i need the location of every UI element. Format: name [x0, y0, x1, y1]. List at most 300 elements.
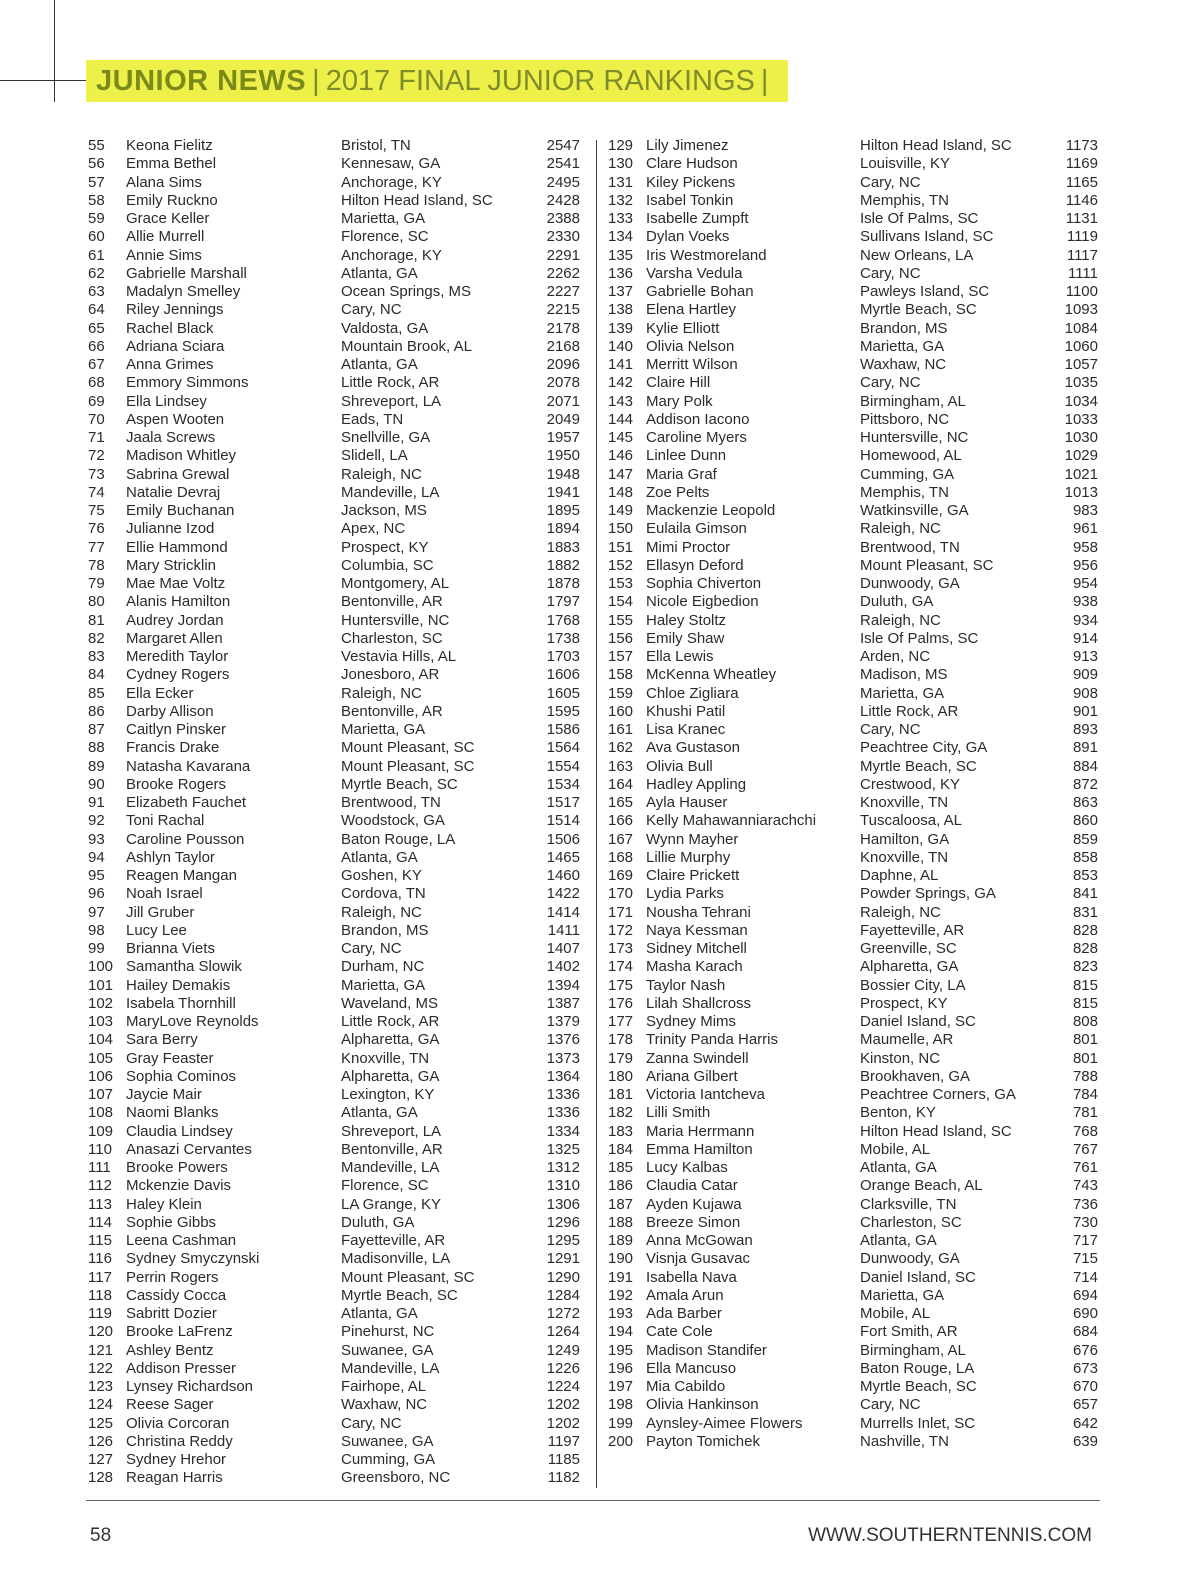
ranking-points: 1310 [546, 1177, 580, 1195]
ranking-points: 913 [1072, 648, 1098, 665]
ranking-row [88, 849, 580, 867]
player-hometown: Brookhaven, GA [860, 1067, 971, 1085]
player-hometown: Apex, NC [341, 520, 406, 538]
ranking-points: 1030 [1064, 429, 1098, 446]
player-name: Olivia Bull [646, 757, 713, 775]
ranking-row [608, 1342, 1098, 1360]
ranking-points: 983 [1072, 502, 1098, 519]
ranking-row [608, 356, 1098, 374]
ranking-rank: 170 [608, 885, 634, 903]
ranking-points: 938 [1072, 593, 1098, 611]
player-name: Iris Westmoreland [646, 246, 767, 264]
player-name: Ella Ecker [126, 684, 194, 702]
ranking-points: 1249 [546, 1341, 580, 1359]
ranking-points: 2049 [546, 410, 580, 428]
ranking-row [88, 411, 580, 429]
player-hometown: Atlanta, GA [341, 848, 418, 866]
player-hometown: Huntersville, NC [341, 611, 450, 629]
ranking-rank: 60 [88, 228, 105, 246]
ranking-rank: 116 [88, 1250, 112, 1268]
player-name: Ella Lindsey [126, 392, 207, 410]
ranking-rank: 77 [88, 538, 105, 556]
ranking-points: 1272 [546, 1305, 580, 1322]
ranking-rank: 75 [88, 502, 105, 519]
ranking-row [88, 648, 580, 666]
player-name: Lynsey Richardson [126, 1378, 254, 1395]
ranking-points: 808 [1072, 1013, 1098, 1030]
ranking-rank: 115 [88, 1232, 112, 1249]
ranking-row [608, 648, 1098, 666]
player-name: Mia Cabildo [646, 1378, 726, 1395]
ranking-points: 1895 [546, 502, 580, 519]
player-hometown: Tuscaloosa, AL [860, 812, 963, 830]
ranking-points: 670 [1072, 1378, 1098, 1395]
ranking-rank: 99 [88, 940, 105, 957]
player-name: Annie Sims [126, 246, 202, 264]
ranking-row [88, 1451, 580, 1469]
ranking-points: 841 [1072, 885, 1098, 903]
player-hometown: Raleigh, NC [341, 903, 422, 921]
ranking-row [608, 539, 1098, 557]
player-hometown: Raleigh, NC [341, 465, 422, 483]
player-hometown: Memphis, TN [860, 483, 949, 501]
ranking-points: 2388 [546, 210, 580, 227]
ranking-points: 1325 [546, 1140, 580, 1158]
ranking-row [608, 1031, 1098, 1049]
ranking-points: 1460 [546, 867, 580, 884]
player-hometown: Marietta, GA [341, 721, 426, 738]
ranking-rank: 106 [88, 1067, 114, 1085]
ranking-rank: 134 [608, 228, 634, 246]
ranking-points: 768 [1072, 1122, 1098, 1140]
ranking-rank: 133 [608, 210, 634, 227]
ranking-rank: 194 [608, 1323, 634, 1341]
ranking-points: 1060 [1064, 337, 1098, 355]
column-divider [596, 140, 597, 1488]
ranking-row [608, 739, 1098, 757]
player-name: Elizabeth Fauchet [126, 794, 247, 811]
player-name: Julianne Izod [126, 520, 215, 538]
ranking-points: 1013 [1064, 483, 1098, 501]
ranking-row [88, 958, 580, 976]
player-name: Olivia Hankinson [646, 1396, 759, 1414]
ranking-points: 1057 [1064, 356, 1098, 373]
ranking-rank: 120 [88, 1323, 114, 1341]
player-name: Cydney Rogers [126, 666, 230, 684]
player-hometown: Cumming, GA [341, 1451, 436, 1468]
player-name: Gabrielle Bohan [646, 283, 754, 300]
player-name: Brooke LaFrenz [126, 1323, 233, 1341]
footer-rule [86, 1500, 1100, 1501]
player-hometown: Prospect, KY [860, 994, 948, 1012]
ranking-row [88, 283, 580, 301]
ranking-rank: 178 [608, 1031, 634, 1049]
ranking-row [88, 265, 580, 283]
player-name: Aspen Wooten [126, 410, 225, 428]
player-hometown: Clarksville, TN [860, 1195, 957, 1213]
player-name: Ava Gustason [646, 739, 740, 757]
player-name: Aynsley-Aimee Flowers [646, 1414, 803, 1432]
ranking-rank: 64 [88, 301, 105, 319]
ranking-rank: 143 [608, 392, 634, 410]
ranking-rank: 56 [88, 155, 105, 173]
ranking-points: 694 [1072, 1286, 1098, 1304]
ranking-row [88, 885, 580, 903]
player-name: Kelly Mahawanniarachchi [646, 812, 817, 830]
ranking-row [608, 703, 1098, 721]
ranking-points: 2428 [546, 191, 580, 209]
ranking-row [608, 447, 1098, 465]
player-name: Lucy Kalbas [646, 1159, 728, 1176]
ranking-rank: 84 [88, 666, 105, 684]
player-name: Isabella Nava [646, 1268, 737, 1286]
player-name: Gabrielle Marshall [126, 264, 247, 282]
player-hometown: Charleston, SC [860, 1213, 962, 1231]
player-hometown: Florence, SC [341, 228, 429, 246]
player-name: Emily Shaw [646, 629, 725, 647]
ranking-rank: 181 [608, 1086, 634, 1103]
player-name: Sabrina Grewal [126, 465, 230, 483]
player-hometown: Alpharetta, GA [341, 1031, 440, 1049]
ranking-points: 1165 [1065, 173, 1098, 191]
ranking-points: 1882 [546, 556, 580, 574]
player-name: Caroline Pousson [126, 830, 245, 848]
ranking-row [608, 1360, 1098, 1378]
ranking-row [608, 1177, 1098, 1195]
ranking-rank: 176 [608, 994, 634, 1012]
ranking-row [608, 977, 1098, 995]
player-hometown: Mount Pleasant, SC [341, 1268, 475, 1286]
player-name: Taylor Nash [646, 976, 726, 994]
ranking-rank: 93 [88, 830, 105, 848]
ranking-points: 828 [1072, 921, 1098, 939]
player-name: Emmory Simmons [126, 374, 249, 392]
player-hometown: Mandeville, LA [341, 1359, 440, 1377]
player-name: Ella Lewis [646, 648, 714, 665]
player-hometown: Dunwoody, GA [860, 575, 960, 592]
ranking-points: 1084 [1064, 319, 1098, 337]
ranking-rank: 132 [608, 191, 634, 209]
ranking-row [88, 192, 580, 210]
player-hometown: Slidell, LA [341, 447, 408, 465]
player-hometown: Myrtle Beach, SC [860, 301, 977, 319]
ranking-row [608, 155, 1098, 173]
ranking-points: 2262 [546, 264, 580, 282]
player-hometown: Marietta, GA [860, 684, 945, 702]
ranking-rank: 152 [608, 556, 634, 574]
player-name: Natasha Kavarana [126, 757, 251, 775]
player-hometown: Isle Of Palms, SC [860, 629, 979, 647]
player-hometown: Vestavia Hills, AL [341, 648, 457, 665]
ranking-row [88, 539, 580, 557]
player-name: Sydney Smyczynski [126, 1250, 260, 1268]
player-name: Olivia Corcoran [126, 1414, 230, 1432]
page-number: 58 [90, 1525, 112, 1546]
ranking-row [608, 849, 1098, 867]
ranking-points: 908 [1072, 684, 1098, 702]
player-name: Cate Cole [646, 1323, 713, 1341]
player-hometown: Atlanta, GA [341, 356, 418, 373]
ranking-points: 2215 [546, 301, 580, 319]
ranking-rank: 185 [608, 1159, 634, 1176]
ranking-row [608, 1250, 1098, 1268]
ranking-row [88, 429, 580, 447]
player-name: Payton Tomichek [646, 1432, 760, 1450]
ranking-rank: 71 [88, 429, 105, 446]
ranking-rank: 128 [88, 1469, 114, 1487]
ranking-points: 639 [1072, 1432, 1098, 1450]
ranking-points: 1093 [1064, 301, 1098, 319]
ranking-row [88, 1050, 580, 1068]
ranking-points: 884 [1072, 757, 1098, 775]
ranking-rank: 139 [608, 319, 634, 337]
ranking-row [88, 1269, 580, 1287]
ranking-row [88, 1250, 580, 1268]
ranking-rank: 117 [88, 1268, 112, 1286]
ranking-row [88, 374, 580, 392]
ranking-rank: 72 [88, 447, 105, 465]
ranking-row [88, 1159, 580, 1177]
player-name: Zoe Pelts [646, 483, 710, 501]
ranking-points: 1291 [546, 1250, 580, 1268]
ranking-rank: 130 [608, 155, 634, 173]
ranking-points: 2168 [546, 337, 580, 355]
player-name: Ariana Gilbert [646, 1067, 738, 1085]
ranking-rank: 62 [88, 264, 105, 282]
ranking-points: 1226 [546, 1359, 580, 1377]
ranking-points: 1117 [1066, 246, 1098, 264]
ranking-row [88, 977, 580, 995]
player-name: Claudia Lindsey [126, 1122, 233, 1140]
ranking-row [608, 685, 1098, 703]
ranking-points: 815 [1072, 976, 1098, 994]
player-hometown: Cary, NC [860, 374, 921, 392]
ranking-rank: 119 [88, 1305, 112, 1322]
ranking-rank: 124 [88, 1396, 114, 1414]
player-name: Sophia Cominos [126, 1067, 237, 1085]
player-hometown: Hilton Head Island, SC [860, 137, 1012, 154]
ranking-rank: 190 [608, 1250, 634, 1268]
player-name: Zanna Swindell [646, 1049, 749, 1067]
player-hometown: Watkinsville, GA [860, 502, 969, 519]
ranking-points: 954 [1072, 575, 1098, 592]
player-name: Francis Drake [126, 739, 220, 757]
ranking-row [608, 137, 1098, 155]
ranking-row [608, 666, 1098, 684]
player-hometown: Knoxville, TN [341, 1049, 430, 1067]
ranking-rank: 89 [88, 757, 105, 775]
ranking-points: 1119 [1066, 228, 1098, 246]
player-name: Mary Polk [646, 392, 713, 410]
player-hometown: Myrtle Beach, SC [341, 775, 458, 793]
ranking-points: 690 [1072, 1305, 1098, 1322]
ranking-row [608, 1269, 1098, 1287]
crop-mark-vertical [54, 0, 55, 102]
ranking-rank: 111 [88, 1159, 111, 1176]
ranking-rank: 140 [608, 337, 634, 355]
ranking-row [608, 393, 1098, 411]
player-hometown: Little Rock, AR [341, 1013, 440, 1030]
ranking-rank: 98 [88, 921, 105, 939]
player-hometown: LA Grange, KY [341, 1195, 442, 1213]
ranking-rank: 86 [88, 702, 105, 720]
ranking-rank: 109 [88, 1122, 114, 1140]
player-hometown: Mobile, AL [860, 1140, 931, 1158]
ranking-rank: 157 [608, 648, 634, 665]
player-name: Rachel Black [126, 319, 214, 337]
player-name: Clare Hudson [646, 155, 738, 173]
player-hometown: Duluth, GA [860, 593, 934, 611]
player-hometown: Charleston, SC [341, 629, 443, 647]
ranking-points: 1957 [546, 429, 580, 446]
player-hometown: Bentonville, AR [341, 1140, 443, 1158]
ranking-rank: 195 [608, 1341, 634, 1359]
ranking-points: 1407 [546, 940, 580, 957]
player-name: Riley Jennings [126, 301, 224, 319]
player-name: Gray Feaster [126, 1049, 214, 1067]
ranking-rank: 104 [88, 1031, 114, 1049]
ranking-row [608, 466, 1098, 484]
ranking-points: 2078 [546, 374, 580, 392]
ranking-points: 1100 [1065, 283, 1098, 300]
player-name: Maria Graf [646, 465, 717, 483]
player-name: Masha Karach [646, 958, 743, 976]
ranking-points: 1387 [546, 994, 580, 1012]
ranking-points: 1950 [546, 447, 580, 465]
player-hometown: Atlanta, GA [341, 264, 418, 282]
player-name: Reagen Mangan [126, 867, 237, 884]
player-name: Claudia Catar [646, 1177, 738, 1195]
ranking-row [88, 1013, 580, 1031]
ranking-points: 801 [1072, 1049, 1098, 1067]
ranking-row [608, 721, 1098, 739]
player-hometown: Anchorage, KY [341, 246, 442, 264]
ranking-points: 781 [1072, 1104, 1098, 1122]
ranking-points: 1506 [546, 830, 580, 848]
player-name: Samantha Slowik [126, 958, 242, 976]
player-hometown: Homewood, AL [860, 447, 962, 465]
ranking-points: 1029 [1064, 447, 1098, 465]
ranking-points: 730 [1072, 1213, 1098, 1231]
ranking-points: 1554 [546, 757, 580, 775]
player-name: Victoria Iantcheva [646, 1086, 765, 1103]
player-name: Addison Iacono [646, 410, 750, 428]
player-name: Dylan Voeks [646, 228, 730, 246]
ranking-points: 1894 [546, 520, 580, 538]
ranking-row [88, 1323, 580, 1341]
player-name: Sophie Gibbs [126, 1213, 217, 1231]
ranking-row [608, 1159, 1098, 1177]
player-name: Linlee Dunn [646, 447, 727, 465]
ranking-row [608, 174, 1098, 192]
ranking-rank: 121 [88, 1341, 114, 1359]
ranking-points: 1173 [1065, 137, 1098, 154]
ranking-points: 1422 [546, 885, 580, 903]
player-name: Brooke Rogers [126, 775, 227, 793]
player-hometown: Hilton Head Island, SC [860, 1122, 1012, 1140]
ranking-rank: 150 [608, 520, 634, 538]
player-hometown: Peachtree City, GA [860, 739, 988, 757]
ranking-rank: 191 [608, 1268, 634, 1286]
ranking-rank: 90 [88, 775, 105, 793]
player-name: Sara Berry [126, 1031, 198, 1049]
player-hometown: Marietta, GA [341, 210, 426, 227]
ranking-rank: 83 [88, 648, 105, 665]
player-name: Anna McGowan [646, 1232, 753, 1249]
page-title: 2017 FINAL JUNIOR RANKINGS [325, 64, 755, 97]
ranking-rank: 163 [608, 757, 634, 775]
player-name: Sabritt Dozier [126, 1305, 217, 1322]
player-name: Ella Mancuso [646, 1359, 737, 1377]
rankings-column-left [88, 137, 580, 1488]
ranking-points: 914 [1072, 629, 1098, 647]
ranking-row [88, 922, 580, 940]
player-hometown: Atlanta, GA [341, 1104, 418, 1122]
player-hometown: Snellville, GA [341, 429, 431, 446]
ranking-points: 909 [1072, 666, 1098, 684]
ranking-row [88, 301, 580, 319]
ranking-rank: 94 [88, 848, 105, 866]
ranking-points: 743 [1072, 1177, 1098, 1195]
ranking-rank: 200 [608, 1432, 634, 1450]
player-name: Alanis Hamilton [126, 593, 231, 611]
player-name: Olivia Nelson [646, 337, 735, 355]
ranking-row [608, 247, 1098, 265]
ranking-row [608, 995, 1098, 1013]
player-hometown: Fayetteville, AR [341, 1232, 446, 1249]
ranking-row [608, 593, 1098, 611]
ranking-points: 717 [1072, 1232, 1098, 1249]
player-hometown: Cary, NC [860, 721, 921, 738]
ranking-row [608, 904, 1098, 922]
player-hometown: Waxhaw, NC [341, 1396, 428, 1414]
player-hometown: Jonesboro, AR [341, 666, 440, 684]
player-name: Mackenzie Leopold [646, 502, 776, 519]
ranking-rank: 80 [88, 593, 105, 611]
ranking-rank: 85 [88, 684, 105, 702]
ranking-points: 801 [1072, 1031, 1098, 1049]
player-hometown: Fayetteville, AR [860, 921, 965, 939]
player-hometown: Raleigh, NC [860, 903, 941, 921]
ranking-rank: 113 [88, 1195, 112, 1213]
player-hometown: Fairhope, AL [341, 1378, 427, 1395]
player-name: Hailey Demakis [126, 976, 231, 994]
player-name: Meredith Taylor [126, 648, 229, 665]
ranking-points: 2495 [546, 173, 580, 191]
ranking-points: 901 [1072, 702, 1098, 720]
ranking-points: 893 [1072, 721, 1098, 738]
player-name: Natalie Devraj [126, 483, 221, 501]
player-hometown: Columbia, SC [341, 556, 434, 574]
player-hometown: Benton, KY [860, 1104, 936, 1122]
ranking-points: 657 [1072, 1396, 1098, 1414]
ranking-row [608, 320, 1098, 338]
player-name: Eulaila Gimson [646, 520, 747, 538]
player-name: Ayla Hauser [646, 794, 728, 811]
ranking-row [608, 1050, 1098, 1068]
player-hometown: Kinston, NC [860, 1049, 941, 1067]
player-name: Noah Israel [126, 885, 203, 903]
ranking-rank: 65 [88, 319, 105, 337]
player-name: Lucy Lee [126, 921, 187, 939]
player-hometown: Marietta, GA [860, 1286, 945, 1304]
player-hometown: Maumelle, AR [860, 1031, 954, 1049]
player-hometown: Cary, NC [860, 1396, 921, 1414]
player-hometown: Waveland, MS [341, 994, 438, 1012]
player-hometown: Mandeville, LA [341, 1159, 440, 1176]
website-url: WWW.SOUTHERNTENNIS.COM [808, 1525, 1092, 1546]
player-hometown: Mount Pleasant, SC [341, 739, 475, 757]
